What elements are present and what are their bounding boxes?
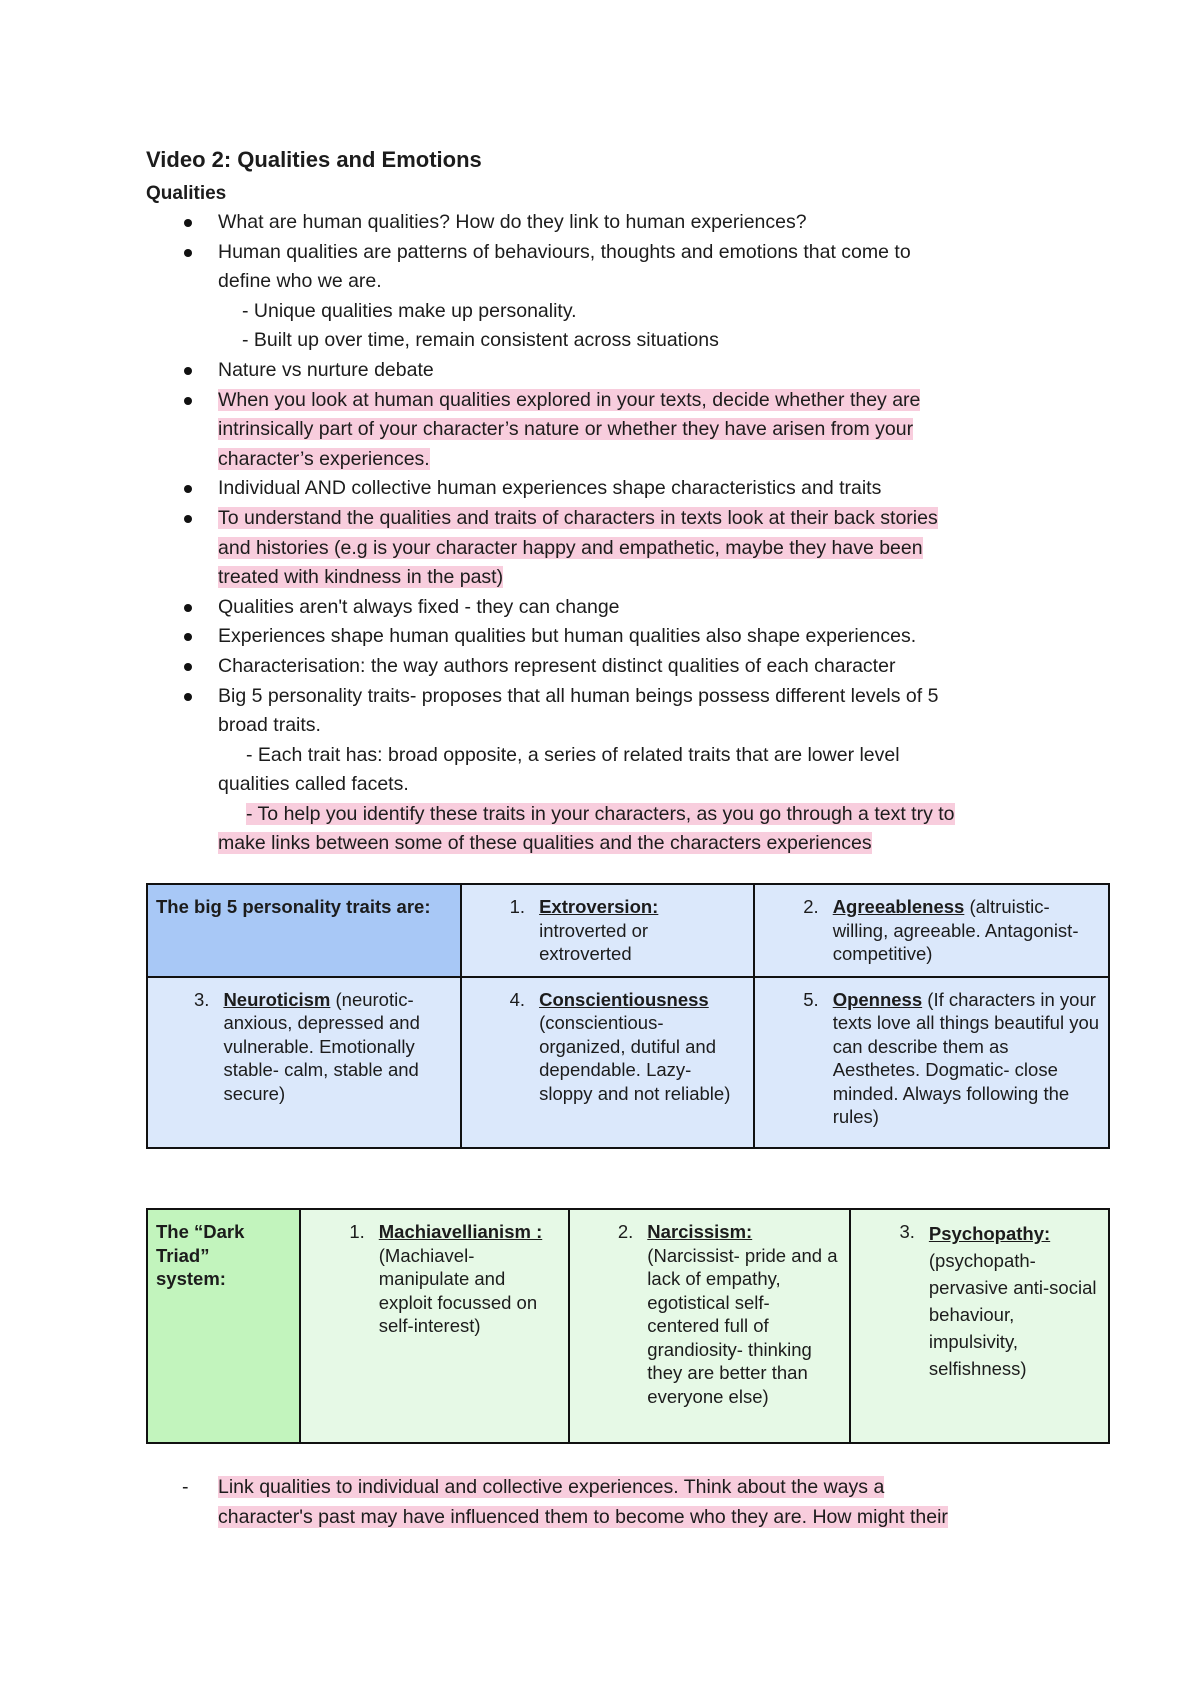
- bullet-icon: [184, 515, 192, 523]
- sub-point: - Unique qualities make up personality.: [242, 299, 577, 322]
- list-item: Qualities aren't always fixed - they can change: [146, 593, 1106, 623]
- trait-cell: 4. Conscientiousness (conscientious- organized, dutiful and dependable. Lazy- sloppy and not reliable): [461, 977, 755, 1148]
- list-item-highlighted: - Link qualities to individual and collective experiences. Think about the ways a character's past may have influenced them to become who they are. How might their: [146, 1473, 1106, 1532]
- big5-header-cell: The big 5 personality traits are:: [147, 884, 461, 977]
- dash-marker: -: [182, 1476, 189, 1498]
- list-item-highlighted: When you look at human qualities explored in your texts, decide whether they are intrinsically part of your character’s nature or whether they have arisen from your character’s experiences.: [146, 386, 1106, 475]
- list-item: Experiences shape human qualities but human qualities also shape experiences.: [146, 622, 1106, 652]
- trait-cell: 3. Neuroticism (neurotic- anxious, depressed and vulnerable. Emotionally stable- calm, stable and secure): [147, 977, 461, 1148]
- big5-traits-table: [146, 883, 1110, 1149]
- dark-triad-table: [146, 1208, 1110, 1444]
- bullet-icon: [184, 485, 192, 493]
- bullet-icon: [184, 367, 192, 375]
- list-item: Nature vs nurture debate: [146, 356, 1106, 386]
- list-item: Human qualities are patterns of behaviours, thoughts and emotions that come to define who we are. - Unique qualities make up personality. - Built up over time, remain consistent across situations: [146, 238, 1106, 356]
- list-item: Big 5 personality traits- proposes that all human beings possess different levels of 5 broad traits. - Each trait has: broad opposite, a series of related traits that are lower level qualities called facets. - To help you identify these traits in your characters, as you go through a text try to make links between some of these qualities and the characters experiences: [146, 682, 1106, 860]
- sub-point: - Built up over time, remain consistent across situations: [242, 329, 719, 352]
- trait-cell: 3. Psychopathy: (psychopath- pervasive anti-social behaviour, impulsivity, selfishness): [850, 1209, 1109, 1443]
- trait-cell: 5. Openness (If characters in your texts love all things beautiful you can describe them as Aesthetes. Dogmatic- close minded. Always following the rules): [754, 977, 1109, 1148]
- bullet-icon: [184, 249, 192, 257]
- list-item: Characterisation: the way authors represent distinct qualities of each character: [146, 652, 1106, 682]
- sub-point: - Each trait has: broad opposite, a series of related traits that are lower level: [246, 743, 900, 766]
- list-item: Individual AND collective human experiences shape characteristics and traits: [146, 474, 1106, 504]
- bullet-icon: [184, 633, 192, 641]
- bullet-icon: [184, 219, 192, 227]
- trait-cell: 1. Machiavellianism : (Machiavel- manipulate and exploit focussed on self-interest): [300, 1209, 569, 1443]
- trait-cell: 2. Narcissism: (Narcissist- pride and a lack of empathy, egotistical self-centered full of grandiosity- thinking they are better than everyone else): [569, 1209, 851, 1443]
- document-page: [146, 140, 1106, 859]
- dark-triad-header-cell: The “Dark Triad” system:: [147, 1209, 300, 1443]
- section-heading: Qualities: [146, 183, 227, 204]
- bullet-icon: [184, 663, 192, 671]
- bullet-icon: [184, 693, 192, 701]
- bullet-icon: [184, 604, 192, 612]
- sub-point-highlighted: - To help you identify these traits in your characters, as you go through a text try to: [246, 802, 955, 825]
- bullet-icon: [184, 397, 192, 405]
- list-item: What are human qualities? How do they link to human experiences?: [146, 208, 1106, 238]
- trait-cell: 2. Agreeableness (altruistic- willing, agreeable. Antagonist- competitive): [754, 884, 1109, 977]
- trait-cell: 1. Extroversion: introverted or extroverted: [461, 884, 755, 977]
- bullet-list: [146, 208, 1106, 859]
- page-title: Video 2: Qualities and Emotions: [146, 147, 482, 172]
- closing-note: [146, 1473, 1106, 1532]
- list-item-highlighted: To understand the qualities and traits of characters in texts look at their back stories and histories (e.g is your character happy and empathetic, maybe they have been treated with kindness in the past): [146, 504, 1106, 593]
